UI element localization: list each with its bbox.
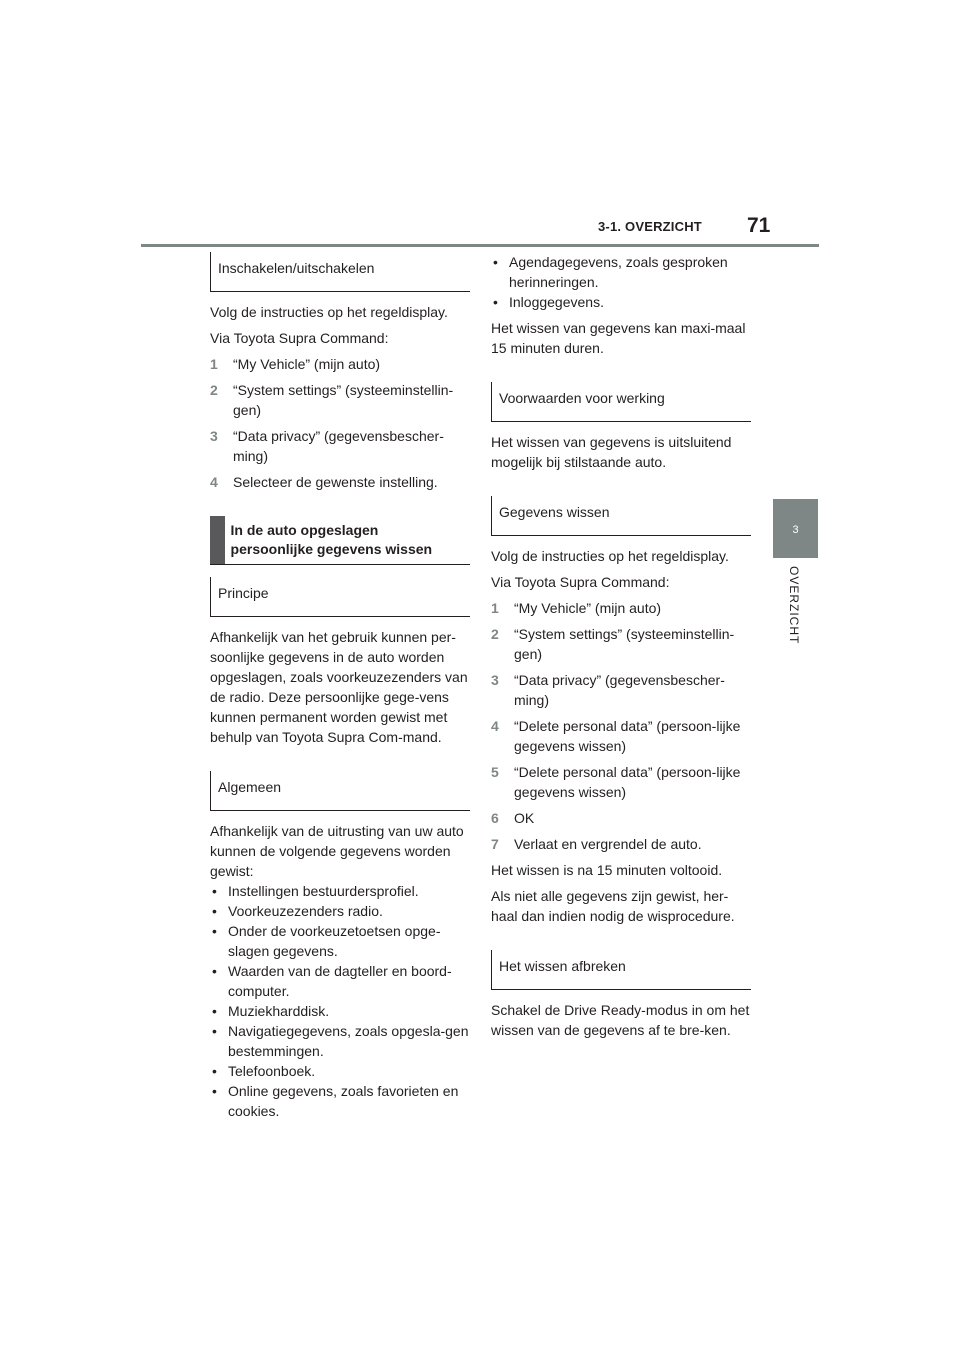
paragraph: Via Toyota Supra Command: bbox=[491, 574, 670, 590]
subheading-afbreken: Het wissen afbreken bbox=[491, 950, 751, 990]
section-heading bbox=[210, 516, 470, 565]
step-number: 3 bbox=[210, 428, 218, 444]
paragraph: Volg de instructies op het regeldisplay. bbox=[210, 304, 448, 320]
list-item: • Navigatiegegevens, zoals opgesla-gen bestemmingen. bbox=[210, 1021, 470, 1061]
subheading-voorwaarden: Voorwaarden voor werking bbox=[491, 382, 751, 422]
step-number: 7 bbox=[491, 836, 499, 852]
subheading-algemeen: Algemeen bbox=[210, 771, 470, 811]
step-text: “Data privacy” (gegevensbescher-ming) bbox=[514, 672, 725, 708]
paragraph: Afhankelijk van de uitrusting van uw auto kunnen de volgende gegevens worden gewist: bbox=[210, 823, 464, 879]
chapter-tab: 3 bbox=[773, 499, 818, 558]
step-text: “My Vehicle” (mijn auto) bbox=[233, 356, 381, 372]
list-item: • Muziekharddisk. bbox=[210, 1001, 470, 1021]
section-title: In de auto opgeslagen persoonlijke gegevens wissen bbox=[230, 522, 433, 557]
paragraph: Als niet alle gegevens zijn gewist, her-haal dan indien nodig de wisprocedure. bbox=[491, 888, 735, 924]
step-number: 2 bbox=[491, 626, 499, 642]
list-item: • Inloggegevens. bbox=[491, 292, 751, 312]
step-text: “System settings” (systeeminstellin-gen) bbox=[233, 382, 454, 418]
paragraph: Het wissen is na 15 minuten voltooid. bbox=[491, 862, 723, 878]
running-header-section: 3-1. OVERZICHT bbox=[598, 219, 702, 234]
step-text: Verlaat en vergrendel de auto. bbox=[514, 836, 702, 852]
paragraph: Volg de instructies op het regeldisplay. bbox=[491, 548, 729, 564]
step-number: 4 bbox=[210, 474, 218, 490]
list-item: • Waarden van de dagteller en boord-computer. bbox=[210, 961, 470, 1001]
right-column bbox=[491, 252, 751, 1040]
step-number: 4 bbox=[491, 718, 499, 734]
step-number: 1 bbox=[491, 600, 499, 616]
step-number: 2 bbox=[210, 382, 218, 398]
paragraph: Afhankelijk van het gebruik kunnen per-soonlijke gegevens in de auto worden opgeslagen, zoals voorkeuzezenders van de radio. Deze persoonlijke gege-vens kunnen permanent worden gewist met behulp van Toyota Supra Com-mand. bbox=[210, 629, 468, 745]
paragraph: Via Toyota Supra Command: bbox=[210, 330, 389, 346]
list-item bbox=[491, 670, 751, 710]
paragraph: Het wissen van gegevens is uitsluitend mogelijk bij stilstaande auto. bbox=[491, 434, 732, 470]
list-item bbox=[210, 354, 470, 374]
subheading-principe: Principe bbox=[210, 577, 470, 617]
page-number: 71 bbox=[747, 214, 771, 237]
left-column bbox=[210, 252, 470, 1121]
list-item: • Online gegevens, zoals favorieten en cookies. bbox=[210, 1081, 470, 1121]
list-item: • Instellingen bestuurdersprofiel. bbox=[210, 881, 470, 901]
bullet-list bbox=[491, 252, 751, 312]
list-item bbox=[491, 762, 751, 802]
bullet-list bbox=[210, 881, 470, 1121]
step-text: “System settings” (systeeminstellin-gen) bbox=[514, 626, 735, 662]
subheading-gegevens-wissen: Gegevens wissen bbox=[491, 496, 751, 536]
step-number: 6 bbox=[491, 810, 499, 826]
subheading-inschakelen: Inschakelen/uitschakelen bbox=[210, 252, 470, 292]
step-text: Selecteer de gewenste instelling. bbox=[233, 474, 438, 490]
list-item bbox=[491, 834, 751, 854]
step-text: “Delete personal data” (persoon-lijke gegevens wissen) bbox=[514, 764, 741, 800]
list-item bbox=[491, 598, 751, 618]
step-number: 5 bbox=[491, 764, 499, 780]
list-item: • Voorkeuzezenders radio. bbox=[210, 901, 470, 921]
list-item: • Agendagegevens, zoals gesproken herinneringen. bbox=[491, 252, 751, 292]
step-text: OK bbox=[514, 810, 535, 826]
paragraph: Schakel de Drive Ready-modus in om het wissen van de gegevens af te bre-ken. bbox=[491, 1002, 750, 1038]
chapter-tab-label: OVERZICHT bbox=[787, 566, 801, 645]
step-text: “Delete personal data” (persoon-lijke gegevens wissen) bbox=[514, 718, 741, 754]
list-item: • Telefoonboek. bbox=[210, 1061, 470, 1081]
list-item bbox=[491, 624, 751, 664]
step-number: 1 bbox=[210, 356, 218, 372]
list-item bbox=[210, 426, 470, 466]
steps-list bbox=[210, 354, 470, 492]
steps-list bbox=[491, 598, 751, 854]
step-number: 3 bbox=[491, 672, 499, 688]
list-item bbox=[210, 472, 470, 492]
list-item bbox=[491, 808, 751, 828]
step-text: “Data privacy” (gegevensbescher-ming) bbox=[233, 428, 444, 464]
list-item bbox=[210, 380, 470, 420]
section-bar bbox=[210, 516, 225, 564]
step-text: “My Vehicle” (mijn auto) bbox=[514, 600, 662, 616]
list-item bbox=[491, 716, 751, 756]
header-rule bbox=[141, 244, 819, 247]
paragraph: Het wissen van gegevens kan maxi-maal 15 minuten duren. bbox=[491, 320, 746, 356]
list-item: • Onder de voorkeuzetoetsen opge-slagen gegevens. bbox=[210, 921, 470, 961]
